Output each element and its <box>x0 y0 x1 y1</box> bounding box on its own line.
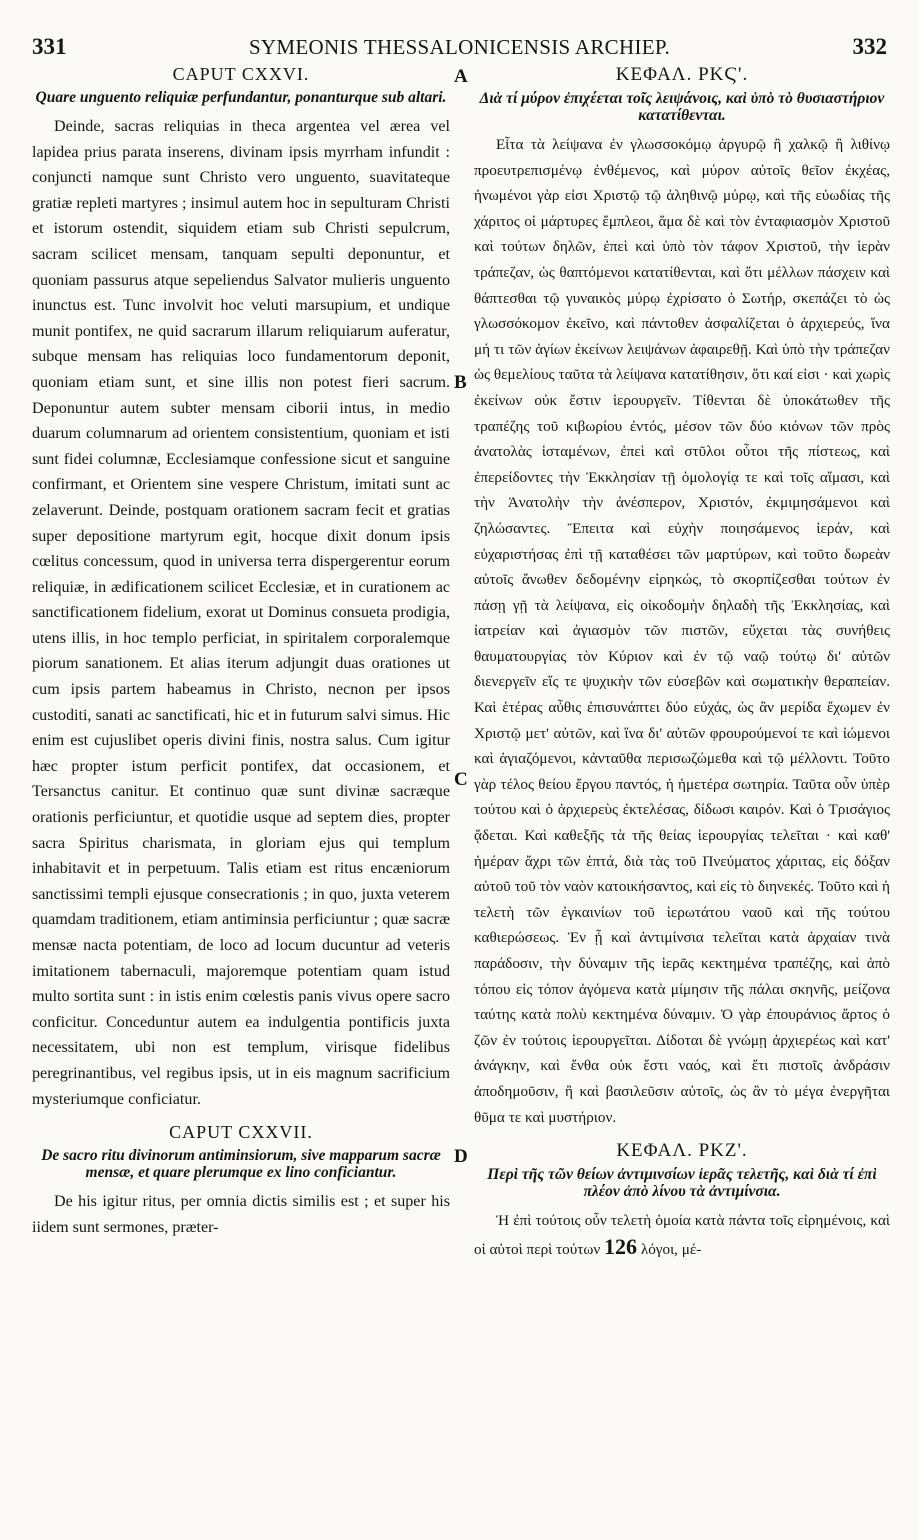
greek-chapter-text: Εἶτα τὰ λείψανα ἐν γλωσσοκόμῳ ἀργυρῷ ἢ χαλκῷ ἢ λιθίνῳ προευτρεπισμένῳ ἐνθέμενος, καὶ μύρον αὐτοῖς θεῖον ἐκχέας, ἡνωμένοι γὰρ εἰσι Χριστῷ τῷ ἀληθινῷ μύρῳ, καὶ τῆς εὐωδίας τῆς χάριτος οἱ μάρτυρες ἔμπλεοι, ἅμα δὲ καὶ τὸν ἐνταφιασμὸν Χριστοῦ καὶ τούτων δηλῶν, ἐπεὶ καὶ ὑπὸ τὸν τάφον Χριστοῦ, τὴν ἱερὰν τράπεζαν, ὡς θαπτόμενοι κατατίθενται, καὶ ὅτι μέλλων πάσχειν καὶ θάπτεσθαι τῷ γυναικὸς μύρῳ ἐχρίσατο ὁ Σωτήρ, σκεπάζει τὸ ὡς γλωσσόκομον ἐκεῖνο, καὶ πάντοθεν ἀσφαλίζεται ὁ ἀρχιερεύς, ἵνα μή τι τῶν ἁγίων ἐκείνων λειψάνων ἀφαιρεθῇ. Καὶ ὑπὸ τὴν τράπεζαν ὡς θεμελίους ταῦτα τὰ λείψανα κατατίθησιν, ὅτι καί εἰσι · καὶ χωρὶς ἐκείνων οὐκ ἔστιν ἱερουργεῖν. Τίθενται δὲ ὑποκάτωθεν τῆς τραπέζης τοῦ κιβωρίου ἐντός, μέσον τῶν δύο κιόνων τῶν πρὸς ἀνατολὰς ἱσταμένων, ἐπεὶ καὶ στῦλοι οὗτοι τῆς πίστεως, καὶ ἐπερείδοντες τὴν Ἐκκλησίαν τῇ ὁμολογίᾳ τε καὶ τοῖς αἵμασι, καὶ τὴν Ἀνατολὴν τὴν ἀνέσπερον, Χριστόν, ἐκμιμησάμενοι καὶ ζηλώσαντες. Ἔπειτα καὶ εὐχὴν ποιησάμενος ἱεράν, καὶ εὐχαριστήσας ἐπὶ τῇ καταθέσει τῶν μαρτύρων, καὶ τοῦτο δωρεὰν αὐτοῖς ἄνωθεν δεδομένην εἰρηκώς, τὸ σκορπίζεσθαι τούτων ἐν πάσῃ γῇ τὰ λείψανα, εἰς οἰκοδομὴν δηλαδὴ τῆς Ἐκκλησίας, καὶ ἰατρείαν καὶ ἁγιασμὸν τῶν πιστῶν, εὔχεται τὰς συνήθεις θαυματουργίας τὸν Κύριον καὶ ἐν τῷ ναῷ τούτῳ δι' αὐτῶν διενεργεῖν εἴς τε ψυχικὴν τῶν εὐσεβῶν καὶ σωματικὴν θεραπείαν. Καὶ ἑτέρας αὖθις ἐπισυνάπτει δύο εὐχάς, ὡς ἂν μερίδα ἔχωμεν ἐν Χριστῷ μετ' αὐτῶν, καὶ ἵνα δι' αὐτῶν φρουρούμενοί τε καὶ ἰώμενοι καὶ ἁγιαζόμενοι, κἀνταῦθα περισωζώμεθα καὶ τῷ μέλλοντι. Τοῦτο γὰρ τέλος θείου ἔργου παντός, ἡ ἡμετέρα σωτηρία. Ταῦτα οὖν ὑπὲρ τούτου καὶ ὁ ἀρχιερεὺς ἐκτελέσας, δίδωσι καιρόν. Καὶ ὁ Τρισάγιος ᾄδεται. Καὶ καθεξῆς τὰ τῆς θείας ἱερουργίας τελεῖται · καὶ καθ' ἡμέραν ἄχρι τῶν ἑπτά, διὰ τὰς τοῦ Πνεύματος χάριτας, εἰς δόξαν αὐτοῦ τοῦ τὸν ναὸν κατοικήσαντος, καὶ εἰς τὸ διηνεκές. Τοῦτο καὶ ἡ τελετὴ τῶν ἐγκαινίων τοῦ ἱερωτάτου ναοῦ καὶ τῆς τούτου καθιερώσεως. Ἐν ᾗ καὶ ἀντιμίνσια τελεῖται κατὰ ἀρχαίαν τινὰ παράδοσιν, τὴν δύναμιν τῆς ἱερᾶς κεκτημένα τραπέζης, καὶ ἀπὸ τόπου εἰς τόπον ἀγόμενα κατὰ μίμησιν τῆς πάλαι σκηνῆς, μείζονα ταύτης κατὰ πολὺ κεκτημένα δύναμιν. Ὁ γὰρ ἐπουράνιος ἄρτος ὁ ζῶν ἐν τούτοις ἱερουργεῖται. Δίδοται δὲ γνώμῃ ἀρχιερέως καὶ κατ' ἀνάγκην, καὶ ἔνθα οὐκ ἔστι ναός, καὶ ἔτι πιστοῖς ἀνδράσιν ἀποδημοῦσιν, ἢ καὶ βασιλεῦσιν αὐτοῖς, ὡς ἂν τὸ μέγα ἐνεργῆται θῦμα τε καὶ μυστήριον. <box>474 136 890 1126</box>
greek-text-before-signature: Ἡ ἐπὶ τούτοις οὖν τελετὴ ὁμοία κατὰ πάντα τοῖς εἰρημένοις, καὶ οἱ αὐτοὶ περὶ τούτων <box>474 1212 890 1258</box>
latin-chapter-heading: CAPUT CXXVI. <box>172 64 310 84</box>
margin-letter-c: C <box>454 769 468 790</box>
latin-chapter-subtitle-2: De sacro ritu divinorum antiminsiorum, sive mapparum sacræ mensæ, et quare plerumque ex lino conficiantur. <box>41 1147 441 1182</box>
latin-chapter-subtitle: Quare unguento reliquiæ perfundantur, ponanturque sub altari. <box>35 89 447 106</box>
running-title: SYMEONIS THESSALONICENSIS ARCHIEP. <box>248 35 671 59</box>
running-head <box>30 34 889 64</box>
page-number-left: 331 <box>32 34 67 59</box>
signature-mark: 126 <box>604 1233 638 1259</box>
greek-chapter-subtitle: Διὰ τί μύρον ἐπιχέεται τοῖς λειψάνοις, καὶ ὑπὸ τὸ θυσιαστήριον κατατίθενται. <box>479 90 885 124</box>
greek-column <box>474 64 890 1262</box>
latin-column <box>32 64 450 1240</box>
greek-text-after-signature: λόγοι, μέ- <box>640 1240 702 1258</box>
margin-gutter <box>452 64 470 1534</box>
margin-letter-b: B <box>454 372 467 393</box>
margin-letter-a: A <box>454 66 468 87</box>
margin-letter-d: D <box>454 1146 468 1167</box>
greek-chapter-heading-2: ΚΕΦΑΛ. ΡΚΖ'. <box>616 1140 748 1162</box>
greek-chapter-subtitle-2: Περὶ τῆς τῶν θείων ἀντιμινσίων ἱερᾶς τελετῆς, καὶ διὰ τί ἐπὶ πλέον ἀπὸ λίνου τὰ ἀντιμίνσια. <box>487 1166 877 1201</box>
greek-chapter-text-2 <box>474 1208 890 1262</box>
greek-chapter-heading: ΚΕΦΑΛ. ΡΚϚ'. <box>615 64 749 85</box>
page-number-right: 332 <box>852 34 887 59</box>
latin-chapter-heading-2: CAPUT CXXVII. <box>169 1122 313 1143</box>
latin-chapter-text-2: De his igitur ritus, per omnia dictis similis est ; et super his iidem sunt sermones, præter- <box>32 1193 450 1236</box>
latin-chapter-text: Deinde, sacras reliquias in theca argentea vel ærea vel lapidea prius parata inserens, divinam ipsis myrrham infundit : conjuncti namque sunt Christo vero unguento, suavitateque gratiæ repleti martyres ; insimul autem hoc in sepulturam Christi et istorum ostendit, siquidem etiam sub Christi sepulcrum, sacram scilicet mensam, tanquam sepulti deponuntur, et quoniam passurus atque sepeliendus Salvator mulieris unguento inunctus est. Tunc involvit hoc veluti marsupium, et undique munit pontifex, ne quid sacrarum illarum reliquiarum auferatur, subque mensam has reliquias loco fundamentorum deponit, quoniam etiam sunt, et sine illis non potest fieri sacrum. Deponuntur autem subter mensam ciborii intus, in medio duarum columnarum ad orientem consistentium, quoniam et isti sunt fidei columnæ, Ecclesiamque confessione sicut et sanguine confirmant, et Orientem sine vespere Christum, imitati sunt ac zelaverunt. Deinde, postquam orationem sacram fecit et gratias super depositione martyrum egit, hocque dixit donum ipsis cœlitus concessum, quod in universa terra dispergerentur eorum reliquiæ, in ædificationem scilicet Ecclesiæ, et in curationem ac sanctificationem fidelium, exorat ut Dominus consueta prodigia, utens illis, in hoc templo perficiat, in spiritalem corporalemque piorum sanationem. Et alias iterum adjungit duas orationes ut cum ipsis partem habeamus in Christo, necnon per ipsos custoditi, sanati ac sanctificati, hic et in futurum salvi simus. Hic enim est cujuslibet operis divini finis, nostra salus. Cum igitur hæc propter istum perficit pontifex, dat occasionem, et Tersanctus canitur. Et continuo quæ sunt divinæ sacræque orationis perficiuntur, et quotidie usque ad septem dies, propter sacra Spiritus charismata, in gloriam ejus qui templum inhabitavit et in perpetuum. Talis etiam est ritus encæniorum sanctissimi templi ejusque consecrationis ; in quo, juxta veterem quamdam traditionem, etiam antiminsia perficiuntur ; quæ sacræ mensæ nacta potentiam, de loco ad locum ducuntur ad veteris imitationem tabernaculi, majoremque potentiam quam istud multo sortita sunt : in istis enim cœlestis panis vivus opere sacro conficitur. Conceduntur autem ea indulgentia pontificis juxta necessitatem, ubi non est templum, virisque fidelibus peregrinantibus, vel regibus ipsis, ut in eis magnum sacrificium mysteriumque conficiatur. <box>32 118 450 1108</box>
